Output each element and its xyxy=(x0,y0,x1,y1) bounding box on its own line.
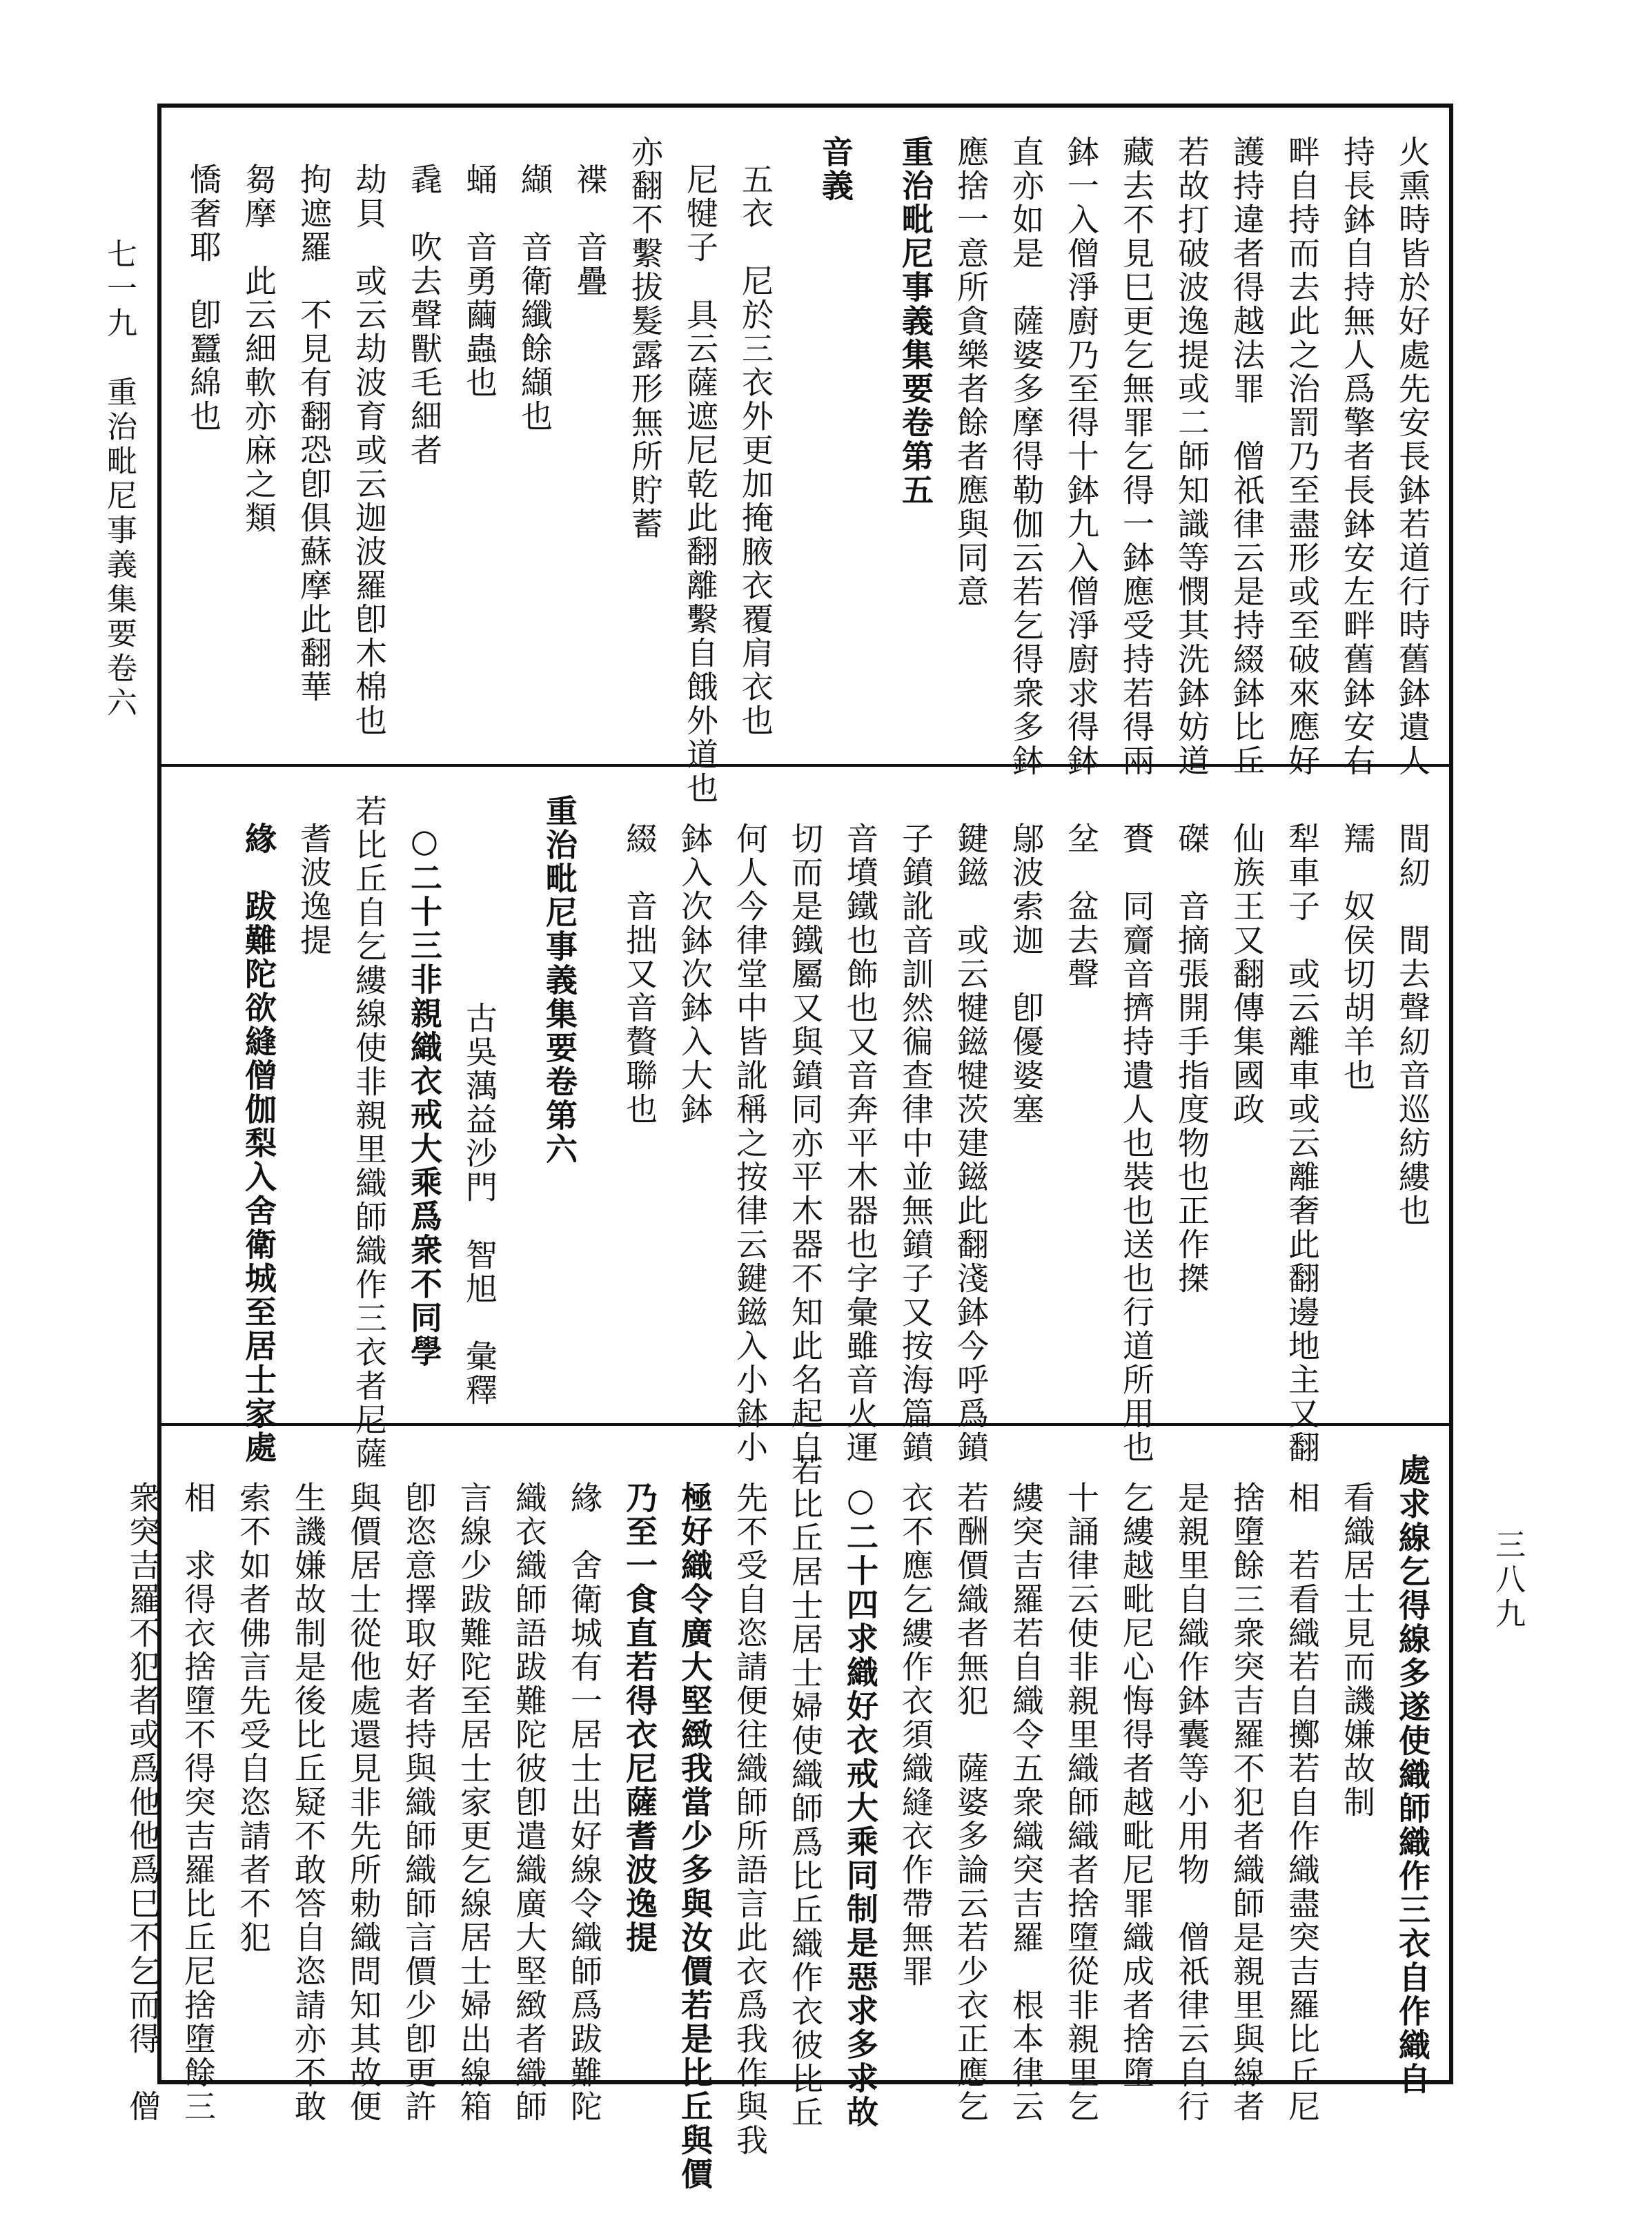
gloss-entry: 尼犍子 具云薩遮尼乾此翻離繫自餓外道也 xyxy=(682,163,719,805)
gloss-entry: 音墳鐵也飾也又音奔平木器也字彙雖音火運 xyxy=(842,822,879,1465)
text-column: 衣不應乞縷作衣須織縫衣作帶無罪 xyxy=(897,1481,934,1988)
gloss-entry: 何人今律堂中皆訛稱之按律云鍵鎡入小鉢小 xyxy=(731,822,769,1465)
text-column: 若比丘自乞縷線使非親里織師織作三衣者尼薩 xyxy=(351,794,388,1471)
text-column: 索不如者佛言先受自恣請者不犯 xyxy=(235,1481,272,1955)
volume-end-title: 重治毗尼事義集要卷第五 xyxy=(897,135,934,507)
text-column: 火熏時皆於好處先安長鉢若道行時舊鉢遺人 xyxy=(1394,135,1431,778)
gloss-entry: 纈 音衛纖餘纈也 xyxy=(516,163,553,433)
gloss-entry: 磔 音摘張開手指度物也正作搩 xyxy=(1173,822,1210,1295)
gloss-entry: 仙族王又翻傳集國政 xyxy=(1228,822,1266,1126)
panel-bottom xyxy=(124,1426,1449,2191)
gloss-entry: 鄔波索迦 卽優婆塞 xyxy=(1007,822,1045,1126)
text-column: 乞縷越毗尼心悔得者越毗尼罪織成者捨墮 xyxy=(1118,1481,1155,2090)
gloss-entry: 亦翻不繫拔髮露形無所貯蓄 xyxy=(627,135,664,541)
text-column: 卽恣意擇取好者持與織師織師言價少卽更許 xyxy=(400,1481,437,2124)
text-column: 極好織令廣大堅緻我當少多與汝價若是比丘與價 xyxy=(676,1481,714,2191)
text-column: 相 求得衣捨墮不得突吉羅比丘尼捨墮餘三 xyxy=(179,1481,217,2124)
text-column: 言線少跋難陀至居士家更乞線居士婦出線箱 xyxy=(455,1481,493,2124)
author-line: 古吳蕅益沙門 智旭 彙釋 xyxy=(461,1001,498,1407)
text-columns xyxy=(182,135,1431,805)
text-column: 鉢一入僧淨廚乃至得十鉢九入僧淨廚求得鉢 xyxy=(1063,135,1100,778)
page-number: 三八九 xyxy=(1490,1529,1525,1632)
text-column: 畔自持而去此之治罰乃至盡形或至破來應好 xyxy=(1284,135,1321,778)
gloss-entry: 憍奢耶 卽蠶綿也 xyxy=(185,163,222,433)
gloss-entry: 鉢入次鉢次鉢入大鉢 xyxy=(676,822,714,1126)
gloss-entry: 拘遮羅 不見有翻恐卽俱蘇摩此翻華 xyxy=(295,163,333,704)
text-column: 織衣織師語跋難陀彼卽遣織廣大堅緻者織師 xyxy=(511,1481,548,2124)
text-column: 衆突吉羅不犯者或爲他他爲巳不乞而得 僧 xyxy=(124,1481,161,2124)
text-column: 若比丘居士居士婦使織師爲比丘織作衣彼比丘 xyxy=(787,1453,824,2130)
precept-heading: ○二十四求織好衣戒大乘同制是惡求多求故 xyxy=(842,1481,879,2129)
text-column: 捨墮餘三衆突吉羅不犯者織師是親里與線者 xyxy=(1228,1481,1266,2124)
gloss-entry: 子鐼訛音訓然徧查律中並無鐼子又按海篇鐼 xyxy=(897,822,934,1465)
text-column: 與價居士從他處還見非先所勅織問知其故便 xyxy=(345,1481,382,2124)
volume-title: 重治毗尼事義集要卷第六 xyxy=(541,794,578,1166)
text-column: 生譏嫌故制是後比丘疑不敢答自恣請亦不敢 xyxy=(290,1481,327,2124)
text-column: 十誦律云使非親里織師織者捨墮從非親里乞 xyxy=(1063,1481,1100,2124)
text-column: 若酬價織者無犯 薩婆多論云若少衣正應乞 xyxy=(952,1481,990,2124)
text-column: 先不受自恣請便往織師所語言此衣爲我作與我 xyxy=(731,1481,769,2157)
text-column: 是親里自織作鉢囊等小用物 僧祇律云自行 xyxy=(1173,1481,1210,2124)
page-frame xyxy=(124,104,1453,2191)
text-column: 直亦如是 薩婆多摩得勒伽云若乞得衆多鉢 xyxy=(1007,135,1045,778)
gloss-entry: 羺 奴侯切胡羊也 xyxy=(1339,822,1376,1093)
gloss-entry: 鍵鎡 或云犍鎡犍茨建鎡此翻淺鉢今呼爲鐼 xyxy=(952,822,990,1465)
gloss-entry: 犁車子 或云離車或云離奢此翻邊地主又翻 xyxy=(1284,822,1321,1465)
text-columns xyxy=(124,1453,1431,2191)
text-column: 緣 舍衛城有一居士出好線令織師爲跋難陀 xyxy=(566,1481,603,2124)
gloss-entry: 五衣 尼於三衣外更加掩腋衣覆肩衣也 xyxy=(737,163,774,738)
margin-header: 七一九 重治毗尼事義集要卷六 xyxy=(101,238,137,721)
text-column: 縷突吉羅若自織令五衆織突吉羅 根本律云 xyxy=(1007,1481,1045,2124)
text-column: 若故打破波逸提或二師知識等憫其洗鉢妨道 xyxy=(1173,135,1210,778)
text-column: 看織居士見而譏嫌故制 xyxy=(1339,1481,1376,1819)
text-column: 護持違者得越法罪 僧祇律云是持綴鉢比丘 xyxy=(1228,135,1266,778)
panel-top xyxy=(161,108,1449,805)
text-column: 藏去不見巳更乞無罪乞得一鉢應受持若得兩 xyxy=(1118,135,1155,778)
text-column: 乃至一食直若得衣尼薩耆波逸提 xyxy=(621,1481,658,1955)
text-column: 相 若看織若自擲若自作織盡突吉羅比丘尼 xyxy=(1284,1481,1321,2124)
gloss-entry: 綴 音拙又音贅聯也 xyxy=(621,822,658,1126)
text-column: 處求線乞得線多遂使織師織作三衣自作織自 xyxy=(1394,1453,1431,2096)
gloss-entry: 劫貝 或云劫波育或云迦波羅卽木棉也 xyxy=(351,163,388,738)
gloss-entry: 芻摩 此云細軟亦麻之類 xyxy=(240,163,277,535)
panel-middle xyxy=(161,767,1449,1471)
text-column: 耆波逸提 xyxy=(295,822,333,957)
precept-heading: ○二十三非親織衣戒大乘爲衆不同學 xyxy=(406,822,443,1369)
gloss-entry: 切而是鐵屬又與鐼同亦平木器不知此名起自 xyxy=(787,822,824,1465)
gloss-entry: 間糿 間去聲糿音巡紡縷也 xyxy=(1394,822,1431,1228)
section-heading: 音義 xyxy=(817,135,854,203)
text-column: 應捨一意所貪樂者餘者應與同意 xyxy=(952,135,990,609)
gloss-entry: 賚 同齎音擠持遺人也裝也送也行道所用也 xyxy=(1118,822,1155,1465)
gloss-entry: 蛹 音勇繭蟲也 xyxy=(461,163,498,400)
gloss-entry: 褋 音疊 xyxy=(571,163,609,298)
text-column: 緣 跋難陀欲縫僧伽梨入舍衛城至居士家處 xyxy=(240,822,277,1465)
gloss-entry: 坌 盆去聲 xyxy=(1063,822,1100,991)
text-column: 持長鉢自持無人爲擎者長鉢安左畔舊鉢安右 xyxy=(1339,135,1376,778)
gloss-entry: 毳 吹去聲獸毛細者 xyxy=(406,163,443,467)
text-columns xyxy=(182,794,1431,1471)
